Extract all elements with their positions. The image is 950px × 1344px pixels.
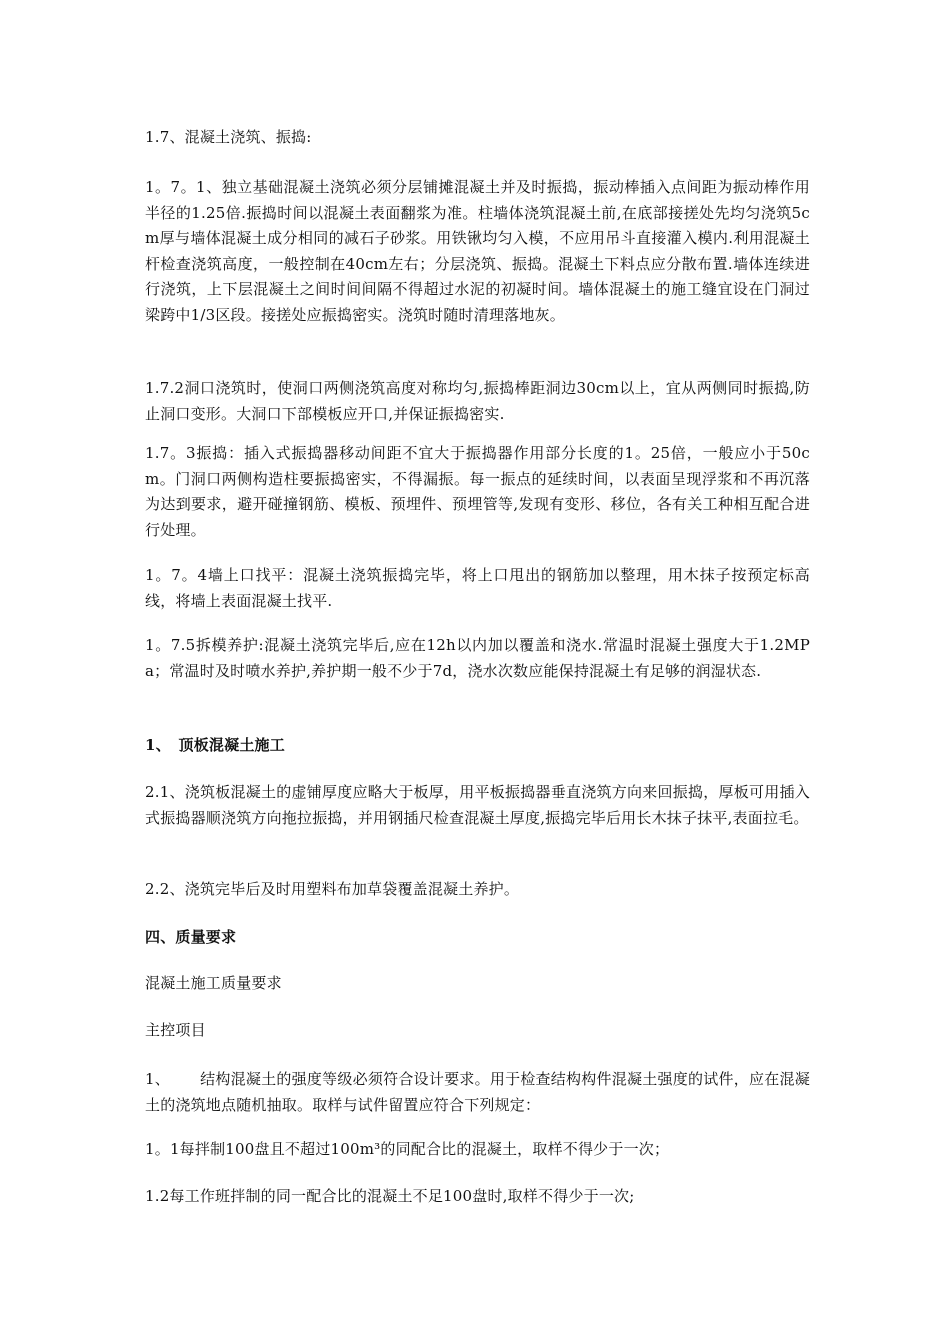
paragraph-1-7-1: 1。7。1、独立基础混凝土浇筑必须分层铺摊混凝土并及时振捣，振动棒插入点间距为振动棒作用半径的1.25倍.振捣时间以混凝土表面翻浆为准。柱墙体浇筑混凝土前,在底部接搓处先均匀浇筑5cm厚与墙体混凝土成分相同的减石子砂浆。用铁锹均匀入模，不应用吊斗直接灌入模内.利用混凝土杆检查浇筑高度，一般控制在40cm左右；分层浇筑、振捣。混凝土下料点应分散布置.墙体连续进行浇筑，上下层混凝土之间时间间隔不得超过水泥的初凝时间。墙体混凝土的施工缝宜设在门洞过梁跨中1/3区段。接搓处应振捣密实。浇筑时随时清理落地灰。	[145, 178, 810, 324]
paragraph-2-2: 2.2、浇筑完毕后及时用塑料布加草袋覆盖混凝土养护。	[145, 880, 520, 898]
heading-roof-slab: 1、 顶板混凝土施工	[145, 736, 285, 754]
paragraph-1-7-4: 1。7。4墙上口找平：混凝土浇筑振捣完毕，将上口甩出的钢筋加以整理，用木抹子按预定标高线，将墙上表面混凝土找平.	[145, 566, 810, 610]
paragraph-1-2: 1.2每工作班拌制的同一配合比的混凝土不足100盘时,取样不得少于一次;	[145, 1187, 635, 1205]
paragraph-quality-subtitle: 混凝土施工质量要求	[145, 974, 282, 992]
heading-quality-requirements: 四、质量要求	[145, 928, 237, 946]
item-1-number: 1、	[145, 1070, 171, 1088]
item-1-text: 结构混凝土的强度等级必须符合设计要求。用于检查结构构件混凝土强度的试件，应在混凝土的浇筑地点随机抽取。取样与试件留置应符合下列规定：	[145, 1070, 810, 1114]
paragraph-1-7-3: 1.7。3振捣：插入式振捣器移动间距不宜大于振捣器作用部分长度的1。25倍，一般应小于50cm。门洞口两侧构造柱要振捣密实，不得漏振。每一振点的延续时间，以表面呈现浮浆和不再沉落为达到要求，避开碰撞钢筋、模板、预埋件、预埋管等,发现有变形、移位，各有关工种相互配合进行处理。	[145, 444, 810, 539]
paragraph-main-control: 主控项目	[145, 1021, 206, 1039]
paragraph-item-1	[145, 1067, 810, 1118]
paragraph-2-1: 2.1、浇筑板混凝土的虚铺厚度应略大于板厚，用平板振捣器垂直浇筑方向来回振捣，厚板可用插入式振捣器顺浇筑方向拖拉振捣，并用钢插尺检查混凝土厚度,振捣完毕后用长木抹子抹平,表面拉毛。	[145, 783, 810, 827]
section-heading-1-7: 1.7、混凝土浇筑、振捣:	[145, 128, 312, 146]
paragraph-1-7-5: 1。7.5拆模养护:混凝土浇筑完毕后,应在12h以内加以覆盖和浇水.常温时混凝土强度大于1.2MPa；常温时及时喷水养护,养护期一般不少于7d，浇水次数应能保持混凝土有足够的润湿状态.	[145, 636, 810, 680]
paragraph-1-1: 1。1每拌制100盘且不超过100m³的同配合比的混凝土，取样不得少于一次；	[145, 1140, 670, 1158]
paragraph-1-7-2: 1.7.2洞口浇筑时，使洞口两侧浇筑高度对称均匀,振捣棒距洞边30cm以上，宜从两侧同时振捣,防止洞口变形。大洞口下部模板应开口,并保证振捣密实.	[145, 379, 810, 423]
